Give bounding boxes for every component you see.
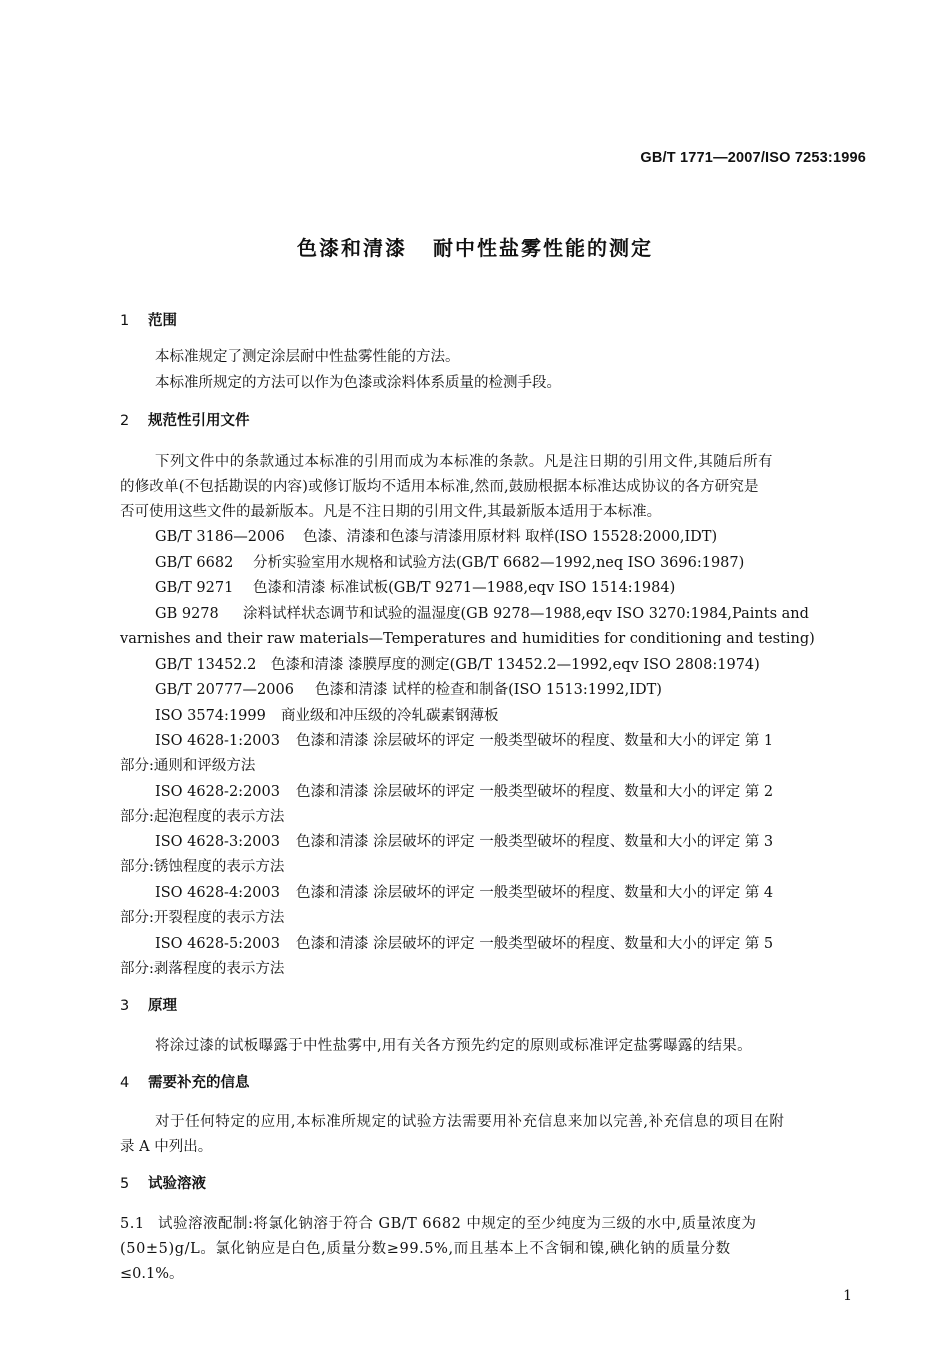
reference-continuation: 部分:锈蚀程度的表示方法 [120,859,285,875]
reference-item [155,706,499,726]
reference-code: GB/T 20777—2006 [155,682,294,698]
reference-item [155,731,773,751]
reference-title: 色漆和清漆 涂层破坏的评定 一般类型破坏的程度、数量和大小的评定 第 4 [296,885,774,901]
reference-code: ISO 4628-4:2003 [155,885,280,901]
section-5-heading [120,1174,206,1194]
section-2-intro-line-2: 的修改单(不包括勘误的内容)或修订版均不适用本标准,然而,鼓励根据本标准达成协议的各方研究是 [120,479,759,495]
reference-item [155,527,717,547]
title-part-1: 色漆和清漆 [297,236,407,260]
reference-title: 商业级和冲压级的冷轧碳素钢薄板 [281,708,499,724]
section-number: 5 [120,1176,130,1192]
section-number: 1 [120,313,130,329]
document-title [0,232,950,261]
reference-title: 色漆和清漆 涂层破坏的评定 一般类型破坏的程度、数量和大小的评定 第 1 [296,733,774,749]
section-2-intro-line-1: 下列文件中的条款通过本标准的引用而成为本标准的条款。凡是注日期的引用文件,其随后所有 [155,454,774,470]
reference-continuation: 部分:剥落程度的表示方法 [120,961,285,977]
clause-number: 5.1 [120,1216,145,1232]
clause-5-1-line-3: ≤0.1%。 [120,1266,184,1282]
reference-item [155,832,773,852]
section-3-paragraph: 将涂过漆的试板曝露于中性盐雾中,用有关各方预先约定的原则或标准评定盐雾曝露的结果。 [155,1038,752,1054]
reference-item [155,655,760,675]
reference-item [155,883,773,903]
reference-continuation: 部分:开裂程度的表示方法 [120,910,285,926]
reference-title: 色漆和清漆 试样的检查和制备(ISO 1513:1992,IDT) [315,682,662,698]
section-1-paragraph-2: 本标准所规定的方法可以作为色漆或涂料体系质量的检测手段。 [155,375,561,391]
reference-title: 色漆和清漆 涂层破坏的评定 一般类型破坏的程度、数量和大小的评定 第 2 [296,784,774,800]
section-title: 试验溶液 [148,1176,206,1192]
section-number: 3 [120,998,130,1014]
reference-item [155,934,773,954]
reference-title: 色漆和清漆 标准试板(GB/T 9271—1988,eqv ISO 1514:1984) [253,580,676,596]
standard-number-header: GB/T 1771—2007/ISO 7253:1996 [640,150,866,166]
reference-continuation: 部分:通则和评级方法 [120,758,256,774]
reference-code: GB/T 9271 [155,580,234,596]
clause-5-1-line-1 [120,1214,757,1234]
reference-code: GB 9278 [155,606,219,622]
reference-item [155,553,744,573]
reference-code: GB/T 3186—2006 [155,529,285,545]
section-2-intro-line-3: 否可使用这些文件的最新版本。凡是不注日期的引用文件,其最新版本适用于本标准。 [120,504,662,520]
reference-title: 分析实验室用水规格和试验方法(GB/T 6682—1992,neq ISO 3696:1987) [253,555,745,571]
section-3-heading [120,996,177,1016]
section-title: 原理 [148,998,177,1014]
reference-code: ISO 4628-1:2003 [155,733,280,749]
reference-continuation: varnishes and their raw materials—Temperatures and humidities for conditioning and testing) [120,631,815,647]
reference-item [155,604,809,624]
section-4-line-1: 对于任何特定的应用,本标准所规定的试验方法需要用补充信息来加以完善,补充信息的项目在附 [155,1114,785,1130]
reference-code: ISO 3574:1999 [155,708,266,724]
title-part-2: 耐中性盐雾性能的测定 [433,236,653,260]
reference-continuation: 部分:起泡程度的表示方法 [120,809,285,825]
reference-item [155,578,675,598]
section-title: 范围 [148,313,177,329]
reference-code: ISO 4628-2:2003 [155,784,280,800]
reference-code: ISO 4628-5:2003 [155,936,280,952]
reference-title: 色漆、清漆和色漆与清漆用原材料 取样(ISO 15528:2000,IDT) [303,529,718,545]
section-2-heading [120,411,250,431]
clause-text: 试验溶液配制:将氯化钠溶于符合 GB/T 6682 中规定的至少纯度为三级的水中,质量浓度为 [158,1216,757,1232]
section-4-line-2: 录 A 中列出。 [120,1139,213,1155]
clause-5-1-line-2: (50±5)g/L。氯化钠应是白色,质量分数≥99.5%,而且基本上不含铜和镍,碘化钠的质量分数 [120,1241,731,1257]
section-number: 4 [120,1075,130,1091]
reference-title: 涂料试样状态调节和试验的温湿度(GB 9278—1988,eqv ISO 3270:1984,Paints and [243,606,809,622]
reference-code: GB/T 6682 [155,555,234,571]
reference-title: 色漆和清漆 涂层破坏的评定 一般类型破坏的程度、数量和大小的评定 第 3 [296,834,774,850]
reference-code: ISO 4628-3:2003 [155,834,280,850]
reference-code: GB/T 13452.2 [155,657,257,673]
section-title: 规范性引用文件 [148,413,250,429]
reference-item [155,680,662,700]
section-1-heading [120,311,177,331]
reference-title: 色漆和清漆 涂层破坏的评定 一般类型破坏的程度、数量和大小的评定 第 5 [296,936,774,952]
section-4-heading [120,1073,250,1093]
reference-item [155,782,773,802]
reference-title: 色漆和清漆 漆膜厚度的测定(GB/T 13452.2—1992,eqv ISO 2808:1974) [271,657,760,673]
section-number: 2 [120,413,130,429]
section-1-paragraph-1: 本标准规定了测定涂层耐中性盐雾性能的方法。 [155,349,460,365]
section-title: 需要补充的信息 [148,1075,250,1091]
page-number: 1 [843,1288,852,1304]
